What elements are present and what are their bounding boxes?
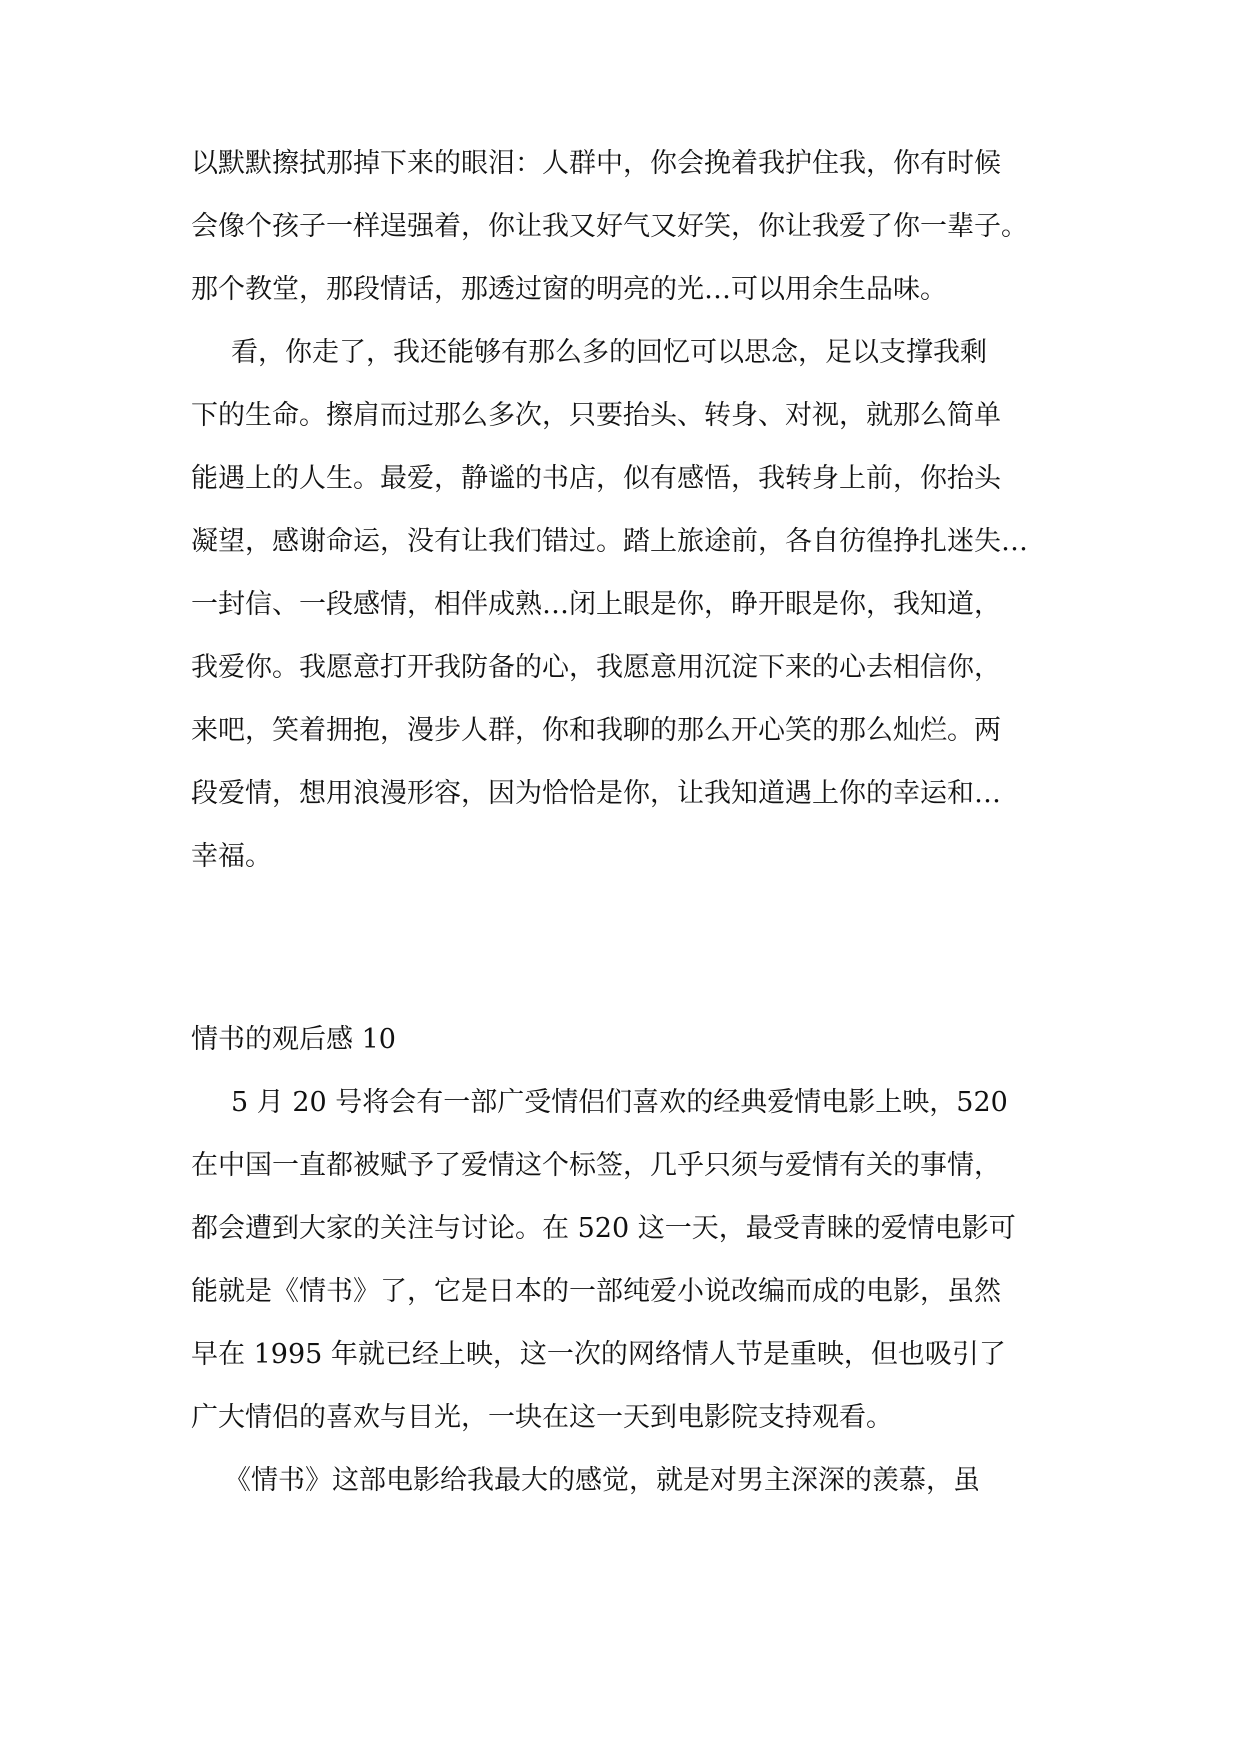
paragraph-line: 会像个孩子一样逞强着，你让我又好气又好笑，你让我爱了你一辈子。 <box>191 211 1028 242</box>
paragraph-line: 早在 1995 年就已经上映，这一次的网络情人节是重映，但也吸引了 <box>191 1339 1006 1370</box>
paragraph-line: 看，你走了，我还能够有那么多的回忆可以思念，足以支撑我剩 <box>231 337 987 368</box>
paragraph-line: 在中国一直都被赋予了爱情这个标签，几乎只须与爱情有关的事情， <box>191 1150 1001 1181</box>
section-heading: 情书的观后感 10 <box>191 1024 396 1055</box>
paragraph-line: 5 月 20 号将会有一部广受情侣们喜欢的经典爱情电影上映，520 <box>231 1087 1008 1118</box>
paragraph-line: 下的生命。擦肩而过那么多次，只要抬头、转身、对视，就那么简单 <box>191 400 1001 431</box>
paragraph-line: 段爱情，想用浪漫形容，因为恰恰是你，让我知道遇上你的幸运和… <box>191 778 1001 809</box>
paragraph-line: 《情书》这部电影给我最大的感觉，就是对男主深深的羡慕，虽 <box>224 1465 980 1496</box>
paragraph-line: 以默默擦拭那掉下来的眼泪：人群中，你会挽着我护住我，你有时候 <box>191 148 1001 179</box>
paragraph-line: 我爱你。我愿意打开我防备的心，我愿意用沉淀下来的心去相信你， <box>191 652 1001 683</box>
paragraph-line: 能就是《情书》了，它是日本的一部纯爱小说改编而成的电影，虽然 <box>191 1276 1001 1307</box>
paragraph-line: 广大情侣的喜欢与目光，一块在这一天到电影院支持观看。 <box>191 1402 893 1433</box>
paragraph-line: 一封信、一段感情，相伴成熟…闭上眼是你，睁开眼是你，我知道， <box>191 589 1001 620</box>
paragraph-line: 能遇上的人生。最爱，静谧的书店，似有感悟，我转身上前，你抬头 <box>191 463 1001 494</box>
paragraph-line: 都会遭到大家的关注与讨论。在 520 这一天，最受青睐的爱情电影可 <box>191 1213 1016 1244</box>
paragraph-line: 来吧，笑着拥抱，漫步人群，你和我聊的那么开心笑的那么灿烂。两 <box>191 715 1001 746</box>
paragraph-line: 那个教堂，那段情话，那透过窗的明亮的光…可以用余生品味。 <box>191 274 947 305</box>
paragraph-line: 凝望，感谢命运，没有让我们错过。踏上旅途前，各自彷徨挣扎迷失… <box>191 526 1028 557</box>
paragraph-line: 幸福。 <box>191 841 272 872</box>
